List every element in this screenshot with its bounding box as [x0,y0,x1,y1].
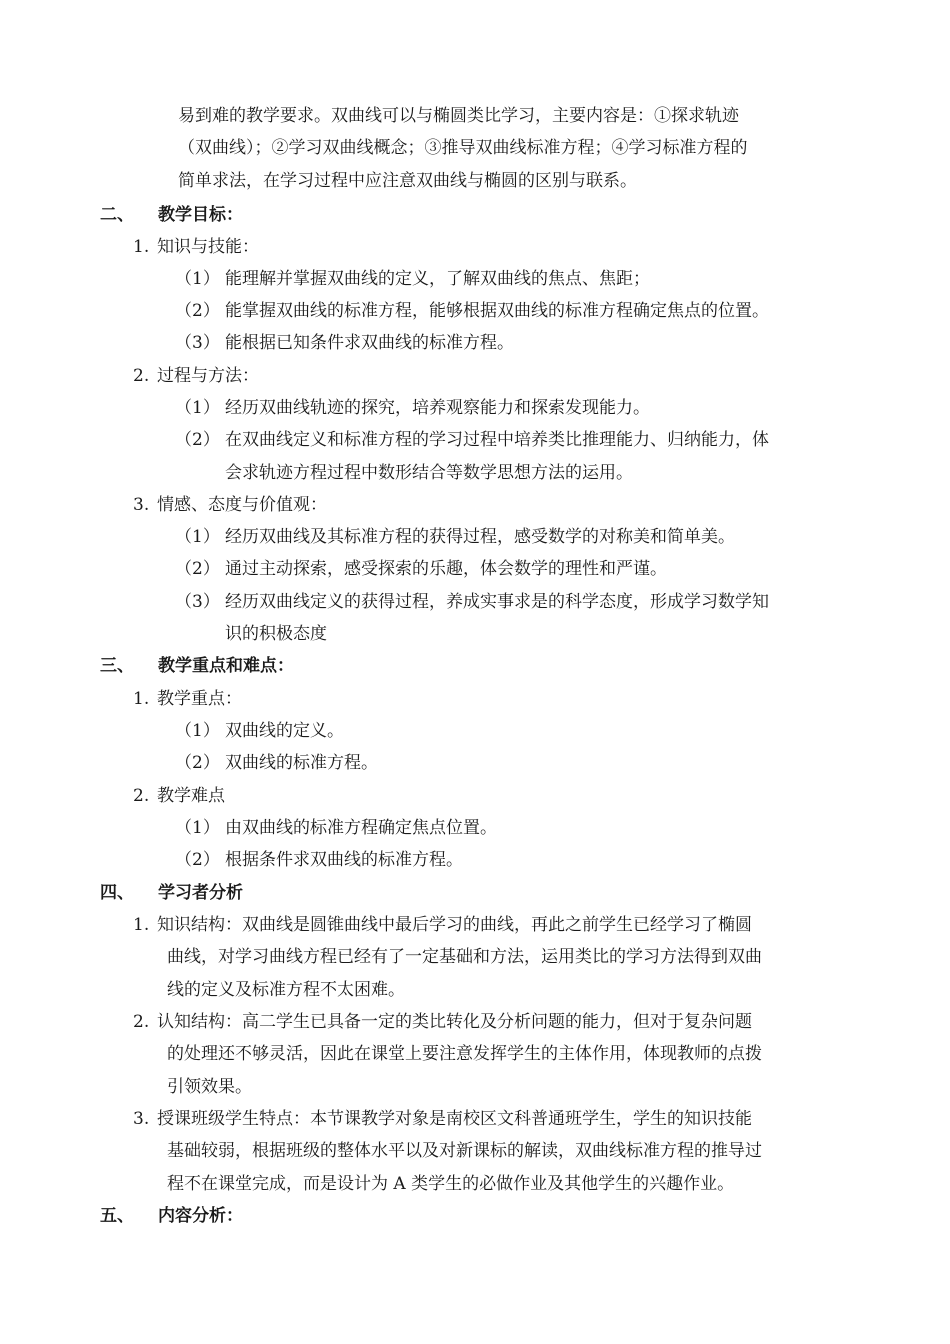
paragraph-number: 1. [133,915,150,935]
list-item [175,553,667,585]
item-number: （1） [175,269,220,289]
section-title: 教学目标： [158,205,243,225]
list-item [175,327,514,359]
list-item [175,586,769,618]
item-number: （2） [175,430,220,450]
item-number: （2） [175,753,220,773]
item-number: （2） [175,301,220,321]
item-text: 能理解并掌握双曲线的定义，了解双曲线的焦点、焦距； [225,269,650,289]
item-text: 由双曲线的标准方程确定焦点位置。 [225,818,497,838]
paragraph-line: 曲线，对学习曲线方程已经有了一定基础和方法，运用类比的学习方法得到双曲 [167,947,762,967]
paragraph-line: 的处理还不够灵活，因此在课堂上要注意发挥学生的主体作用，体现教师的点拨 [167,1044,762,1064]
intro-line-2: （双曲线）；②学习双曲线概念；③推导双曲线标准方程；④学习标准方程的 [178,138,748,158]
subsection-title: 教学难点 [157,786,225,806]
section-heading-5 [100,1200,243,1232]
item-text: 根据条件求双曲线的标准方程。 [225,850,463,870]
subsection-heading [133,231,259,263]
section-number: 四、 [100,883,134,903]
list-item-continuation: 识的积极态度 [225,624,327,644]
paragraph-line [133,909,752,941]
section-number: 三、 [100,656,134,676]
item-text: 在双曲线定义和标准方程的学习过程中培养类比推理能力、归纳能力，体 [225,430,769,450]
item-text: 能根据已知条件求双曲线的标准方程。 [225,333,514,353]
section-number: 五、 [100,1206,134,1226]
subsection-title: 知识与技能： [157,237,259,257]
list-item [175,715,344,747]
item-number: （1） [175,721,220,741]
item-number: （2） [175,850,220,870]
subsection-title: 情感、态度与价值观： [157,495,327,515]
subsection-heading [133,489,327,521]
subsection-number: 2. [133,366,150,386]
item-number: （1） [175,818,220,838]
list-item [175,263,650,295]
paragraph-number: 3. [133,1109,150,1129]
list-item [175,812,497,844]
section-title: 学习者分析 [158,883,243,903]
item-number: （1） [175,527,220,547]
list-item [175,295,769,327]
section-title: 内容分析： [158,1206,243,1226]
item-text: 经历双曲线轨迹的探究，培养观察能力和探索发现能力。 [225,398,650,418]
paragraph-line: 线的定义及标准方程不太困难。 [167,980,405,1000]
item-text: 能掌握双曲线的标准方程，能够根据双曲线的标准方程确定焦点的位置。 [225,301,769,321]
paragraph-text: 授课班级学生特点：本节课教学对象是南校区文科普通班学生，学生的知识技能 [157,1109,752,1129]
list-item-continuation: 会求轨迹方程过程中数形结合等数学思想方法的运用。 [225,463,633,483]
subsection-heading [133,360,259,392]
item-text: 双曲线的定义。 [225,721,344,741]
item-number: （2） [175,559,220,579]
item-text: 双曲线的标准方程。 [225,753,378,773]
section-heading-4 [100,877,243,909]
paragraph-line: 程不在课堂完成，而是设计为 A 类学生的必做作业及其他学生的兴趣作业。 [167,1174,735,1194]
item-text: 经历双曲线定义的获得过程，养成实事求是的科学态度，形成学习数学知 [225,592,769,612]
list-item [175,424,769,456]
subsection-heading [133,683,242,715]
paragraph-number: 2. [133,1012,150,1032]
subsection-number: 1. [133,237,150,257]
section-title: 教学重点和难点： [158,656,294,676]
item-number: （1） [175,398,220,418]
subsection-title: 教学重点： [157,689,242,709]
subsection-number: 3. [133,495,150,515]
paragraph-text: 认知结构：高二学生已具备一定的类比转化及分析问题的能力，但对于复杂问题 [157,1012,752,1032]
item-number: （3） [175,592,220,612]
list-item [175,392,650,424]
subsection-title: 过程与方法： [157,366,259,386]
intro-line-1: 易到难的教学要求。双曲线可以与椭圆类比学习，主要内容是：①探求轨迹 [178,106,739,126]
paragraph-line [133,1103,752,1135]
list-item [175,844,463,876]
paragraph-line: 引领效果。 [167,1077,252,1097]
subsection-heading [133,780,225,812]
list-item [175,521,735,553]
subsection-number: 1. [133,689,150,709]
section-number: 二、 [100,205,134,225]
paragraph-line [133,1006,752,1038]
list-item [175,747,378,779]
item-text: 经历双曲线及其标准方程的获得过程，感受数学的对称美和简单美。 [225,527,735,547]
subsection-number: 2. [133,786,150,806]
section-heading-3 [100,650,294,682]
intro-line-3: 简单求法，在学习过程中应注意双曲线与椭圆的区别与联系。 [178,171,637,191]
item-text: 通过主动探索，感受探索的乐趣，体会数学的理性和严谨。 [225,559,667,579]
paragraph-line: 基础较弱，根据班级的整体水平以及对新课标的解读，双曲线标准方程的推导过 [167,1141,762,1161]
paragraph-text: 知识结构：双曲线是圆锥曲线中最后学习的曲线，再此之前学生已经学习了椭圆 [157,915,752,935]
section-heading-2 [100,199,243,231]
item-number: （3） [175,333,220,353]
